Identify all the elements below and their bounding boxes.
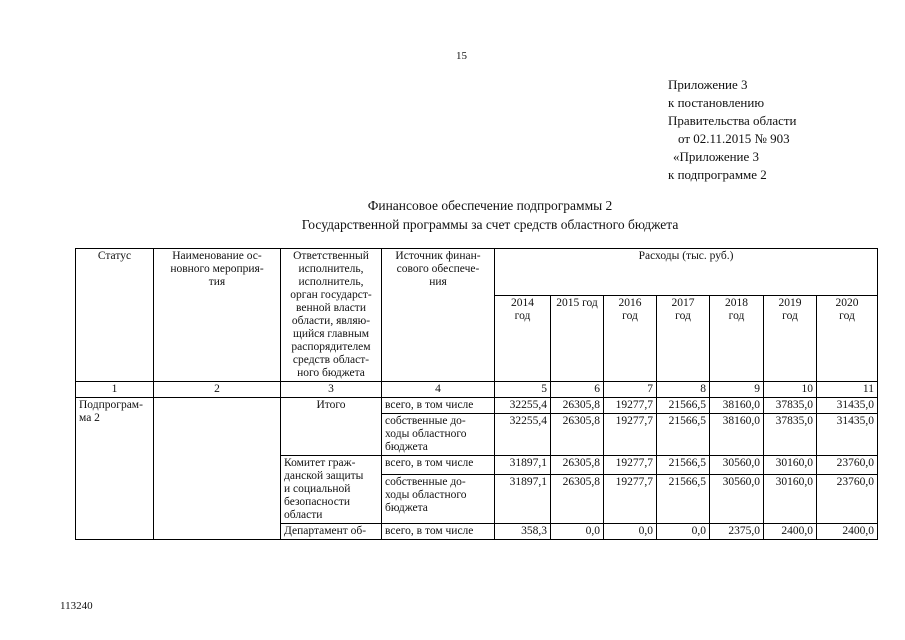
executor-cell: Департамент об- <box>281 524 382 540</box>
appendix-block <box>668 76 797 184</box>
source-cell: собственные до- ходы областного бюджета <box>382 414 495 456</box>
header-year: 2019 год <box>764 296 817 382</box>
column-number: 11 <box>817 382 878 398</box>
appendix-line: Приложение 3 <box>668 77 748 92</box>
value-cell: 31435,0 <box>817 398 878 414</box>
header-year: 2015 год <box>551 296 604 382</box>
column-number: 7 <box>604 382 657 398</box>
appendix-line: к постановлению <box>668 95 765 110</box>
value-cell: 30560,0 <box>710 456 764 475</box>
header-expenses: Расходы (тыс. руб.) <box>495 249 878 296</box>
column-number: 9 <box>710 382 764 398</box>
header-executor: Ответственный исполнитель, исполнитель, орган государст- венной власти области, являю- щийся главным распорядителем средств област- ного бюджета <box>281 249 382 382</box>
value-cell: 26305,8 <box>551 456 604 475</box>
header-year: 2014 год <box>495 296 551 382</box>
column-number: 6 <box>551 382 604 398</box>
value-cell: 30160,0 <box>764 456 817 475</box>
table-row <box>76 398 878 414</box>
value-cell: 19277,7 <box>604 414 657 456</box>
appendix-line: к подпрограмме 2 <box>668 167 767 182</box>
column-number: 8 <box>657 382 710 398</box>
page-number: 15 <box>456 50 467 62</box>
column-numbers-row <box>76 382 878 398</box>
column-number: 10 <box>764 382 817 398</box>
value-cell: 30560,0 <box>710 474 764 523</box>
value-cell: 31897,1 <box>495 456 551 475</box>
column-number: 3 <box>281 382 382 398</box>
value-cell: 0,0 <box>551 524 604 540</box>
header-year: 2020 год <box>817 296 878 382</box>
value-cell: 21566,5 <box>657 456 710 475</box>
executor-cell: Комитет граж- данской защиты и социальной безопасности области <box>281 456 382 524</box>
value-cell: 19277,7 <box>604 456 657 475</box>
value-cell: 19277,7 <box>604 474 657 523</box>
value-cell: 23760,0 <box>817 456 878 475</box>
header-status: Статус <box>76 249 154 382</box>
value-cell: 0,0 <box>657 524 710 540</box>
value-cell: 358,3 <box>495 524 551 540</box>
value-cell: 30160,0 <box>764 474 817 523</box>
source-cell: всего, в том числе <box>382 456 495 475</box>
appendix-line: «Приложение 3 <box>673 149 760 164</box>
value-cell: 2400,0 <box>817 524 878 540</box>
document-title <box>180 196 800 234</box>
source-cell: всего, в том числе <box>382 524 495 540</box>
value-cell: 21566,5 <box>657 414 710 456</box>
value-cell: 23760,0 <box>817 474 878 523</box>
value-cell: 21566,5 <box>657 398 710 414</box>
value-cell: 32255,4 <box>495 398 551 414</box>
value-cell: 26305,8 <box>551 474 604 523</box>
value-cell: 31897,1 <box>495 474 551 523</box>
status-cell: Подпрограм- ма 2 <box>76 398 154 540</box>
column-number: 4 <box>382 382 495 398</box>
header-year: 2018 год <box>710 296 764 382</box>
header-year: 2017 год <box>657 296 710 382</box>
value-cell: 2375,0 <box>710 524 764 540</box>
header-row <box>76 249 878 296</box>
value-cell: 37835,0 <box>764 414 817 456</box>
appendix-line: от 02.11.2015 № 903 <box>678 131 790 146</box>
column-number: 2 <box>154 382 281 398</box>
value-cell: 19277,7 <box>604 398 657 414</box>
header-source: Источник финан- сового обеспече- ния <box>382 249 495 382</box>
value-cell: 2400,0 <box>764 524 817 540</box>
executor-cell: Итого <box>281 398 382 456</box>
footer-code: 113240 <box>60 600 93 612</box>
value-cell: 26305,8 <box>551 414 604 456</box>
column-number: 5 <box>495 382 551 398</box>
measure-cell <box>154 398 281 540</box>
source-cell: собственные до- ходы областного бюджета <box>382 474 495 523</box>
header-measure: Наименование ос- новного мероприя- тия <box>154 249 281 382</box>
financing-table <box>75 248 878 540</box>
value-cell: 38160,0 <box>710 414 764 456</box>
title-line: Финансовое обеспечение подпрограммы 2 <box>367 198 613 213</box>
value-cell: 0,0 <box>604 524 657 540</box>
value-cell: 26305,8 <box>551 398 604 414</box>
value-cell: 38160,0 <box>710 398 764 414</box>
value-cell: 32255,4 <box>495 414 551 456</box>
title-line: Государственной программы за счет средств областного бюджета <box>301 217 679 232</box>
value-cell: 31435,0 <box>817 414 878 456</box>
appendix-line: Правительства области <box>668 113 797 128</box>
source-cell: всего, в том числе <box>382 398 495 414</box>
value-cell: 21566,5 <box>657 474 710 523</box>
header-year: 2016 год <box>604 296 657 382</box>
column-number: 1 <box>76 382 154 398</box>
value-cell: 37835,0 <box>764 398 817 414</box>
